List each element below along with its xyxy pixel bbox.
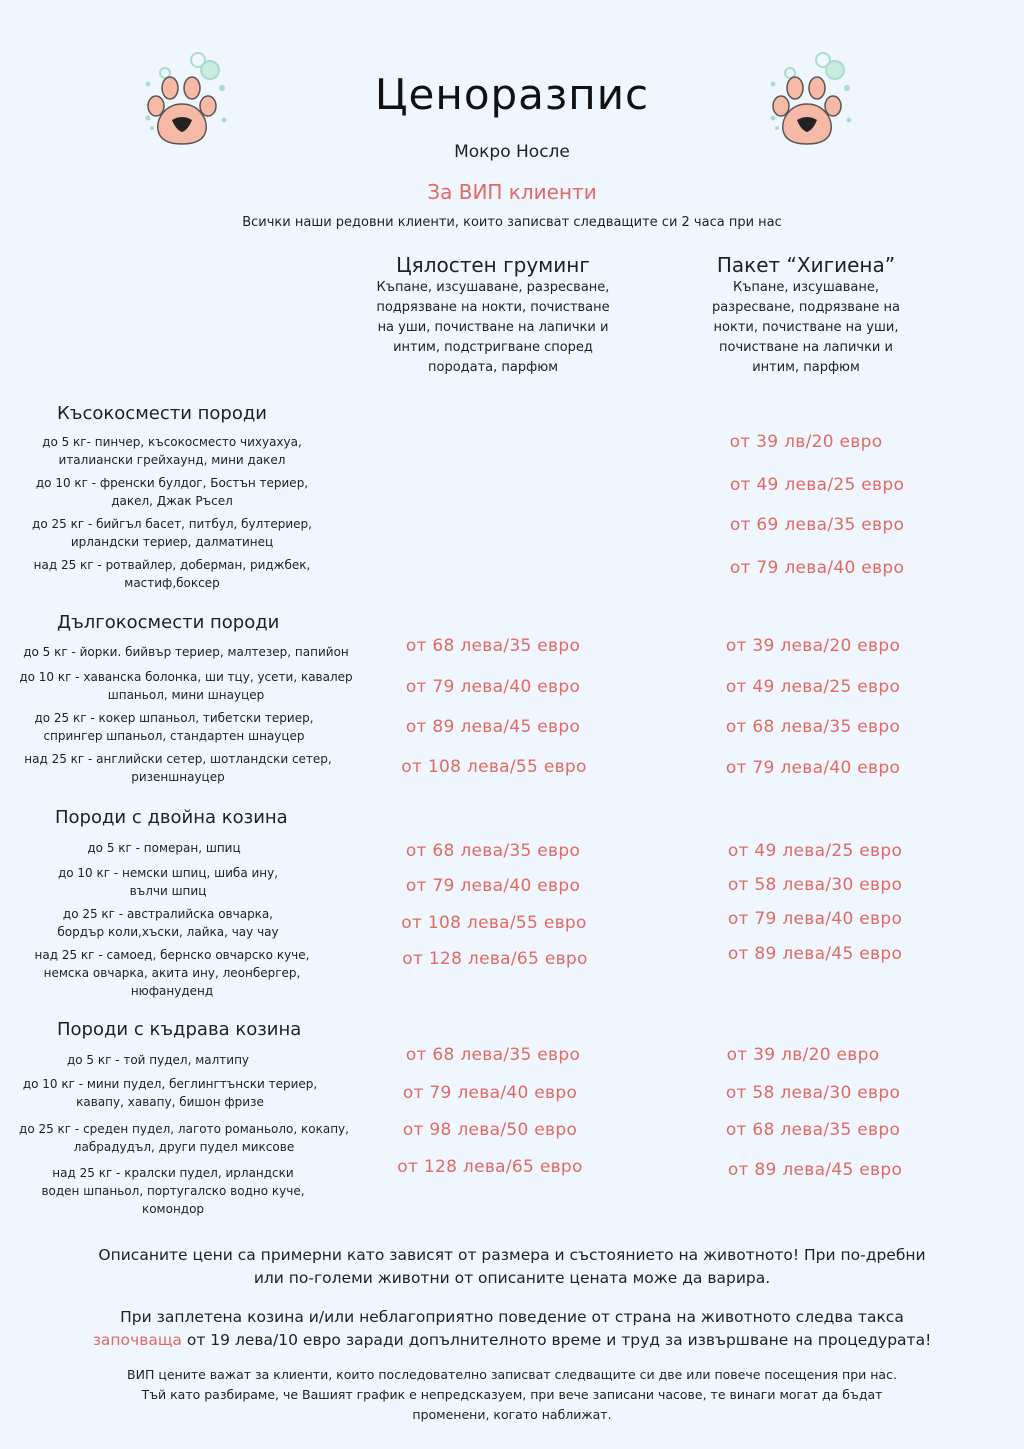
row-label: до 10 кг - френски булдог, Бостън териер, дакел, Джак Ръсел xyxy=(35,476,309,508)
row-label: до 25 кг - среден пудел, лагото романьоло, кокапу, лабрадудъл, други пудел миксове xyxy=(19,1122,349,1154)
hygiene-price: от 39 лв/20 евро xyxy=(729,432,883,452)
row-label: над 25 кг - английски сетер, шотландски сетер, ризеншнауцер xyxy=(24,752,332,784)
row-label: до 10 кг - хаванска болонка, ши тцу, усети, кавалер шпаньол, мини шнауцер xyxy=(19,670,353,702)
hygiene-price: от 68 лева/35 евро xyxy=(725,717,901,737)
business-name: Мокро Носле xyxy=(454,142,570,162)
matted-coat-note: При заплетена козина и/или неблагоприятно поведение от страна на животното следва такса започваща от 19 лева/10 евро заради допълнителното време и труд за извършване на процедурата! xyxy=(92,1308,932,1349)
full-grooming-price: от 98 лева/50 евро xyxy=(402,1120,578,1140)
full-grooming-price: от 68 лева/35 евро xyxy=(405,841,581,861)
vip-conditions: ВИП цените важат за клиенти, които последователно записват следващите си две или повече посещения при нас. Тъй като разбираме, че Вашият график е непредсказуем, при вече записани часове, те винаги могат да бъдат променени, когато наближат. xyxy=(127,1367,897,1422)
full-grooming-price: от 89 лева/45 евро xyxy=(405,717,581,737)
section-title: Дългокосмести породи xyxy=(57,612,280,633)
column-title-full-grooming: Цялостен груминг xyxy=(396,253,590,277)
row-label: до 5 кг - той пудел, малтипу xyxy=(66,1053,250,1067)
row-label: до 5 кг - йорки. бийвър териер, малтезер, папийон xyxy=(23,645,349,659)
full-grooming-price: от 68 лева/35 евро xyxy=(405,636,581,656)
row-label: до 5 кг- пинчер, късокосместо чихуахуа, италиански грейхаунд, мини дакел xyxy=(42,435,302,467)
full-grooming-price: от 108 лева/55 евро xyxy=(401,913,587,933)
section-title: Късокосмести породи xyxy=(57,403,268,424)
column-desc-full-grooming: Къпане, изсушаване, разресване, подрязване на нокти, почистване на уши, почистване на лапички и интим, подстригване според породата, парфюм xyxy=(376,280,610,375)
hygiene-price: от 39 лв/20 евро xyxy=(726,1045,880,1065)
pricing-note: Описаните цени са примерни като зависят от размера и състоянието на животното! При по-дребни или по-големи животни от описаните цената може да варира. xyxy=(98,1246,926,1287)
row-label: до 25 кг - кокер шпаньол, тибетски териер, спрингер шпаньол, стандартен шнауцер xyxy=(34,711,314,743)
row-label: до 5 кг - померан, шпиц xyxy=(87,841,241,855)
hygiene-price: от 58 лева/30 евро xyxy=(725,1083,901,1103)
hygiene-price: от 49 лева/25 евро xyxy=(729,475,905,495)
row-label: над 25 кг - ротвайлер, доберман, риджбек, мастиф,боксер xyxy=(33,558,311,590)
column-title-hygiene: Пакет “Хигиена” xyxy=(716,253,896,277)
full-grooming-price: от 79 лева/40 евро xyxy=(405,876,581,896)
full-grooming-price: от 79 лева/40 евро xyxy=(402,1083,578,1103)
hygiene-price: от 39 лева/20 евро xyxy=(725,636,901,656)
hygiene-price: от 89 лева/45 евро xyxy=(727,1160,903,1180)
row-label: до 10 кг - немски шпиц, шиба ину, вълчи шпиц xyxy=(57,866,279,898)
hygiene-price: от 79 лева/40 евро xyxy=(729,558,905,578)
highlight-text: започваща xyxy=(92,1331,182,1349)
full-grooming-price: от 108 лева/55 евро xyxy=(401,757,587,777)
full-grooming-price: от 79 лева/40 евро xyxy=(405,677,581,697)
vip-description: Всички наши редовни клиенти, които записват следващите си 2 часа при нас xyxy=(242,215,782,230)
hygiene-price: от 68 лева/35 евро xyxy=(725,1120,901,1140)
column-desc-hygiene: Къпане, изсушаване, разресване, подрязване на нокти, почистване на уши, почистване на лапички и интим, парфюм xyxy=(711,280,901,375)
hygiene-price: от 69 лева/35 евро xyxy=(729,515,905,535)
row-label: над 25 кг - самоед, бернско овчарско куче, немска овчарка, акита ину, леонбергер, нюфануденд xyxy=(34,948,310,998)
full-grooming-price: от 128 лева/65 евро xyxy=(402,949,588,969)
section-title: Породи с двойна козина xyxy=(55,807,288,828)
row-label: над 25 кг - кралски пудел, ирландски воден шпаньол, португалско водно куче, комондор xyxy=(41,1166,305,1216)
full-grooming-price: от 128 лева/65 евро xyxy=(397,1157,583,1177)
hygiene-price: от 89 лева/45 евро xyxy=(727,944,903,964)
row-label: до 10 кг - мини пудел, беглингтънски териер, кавапу, хавапу, бишон фризе xyxy=(22,1077,318,1109)
hygiene-price: от 79 лева/40 евро xyxy=(727,909,903,929)
hygiene-price: от 79 лева/40 евро xyxy=(725,758,901,778)
page-title: Ценоразпис xyxy=(374,70,650,119)
hygiene-price: от 49 лева/25 евро xyxy=(725,677,901,697)
hygiene-price: от 58 лева/30 евро xyxy=(727,875,903,895)
row-label: до 25 кг - бийгъл басет, питбул, бултериер, ирландски териер, далматинец xyxy=(32,517,312,549)
vip-heading: За ВИП клиенти xyxy=(427,180,597,204)
hygiene-price: от 49 лева/25 евро xyxy=(727,841,903,861)
full-grooming-price: от 68 лева/35 евро xyxy=(405,1045,581,1065)
section-title: Породи с къдрава козина xyxy=(57,1019,302,1040)
row-label: до 25 кг - австралийска овчарка, бордър коли,хъски, лайка, чау чау xyxy=(57,907,279,939)
